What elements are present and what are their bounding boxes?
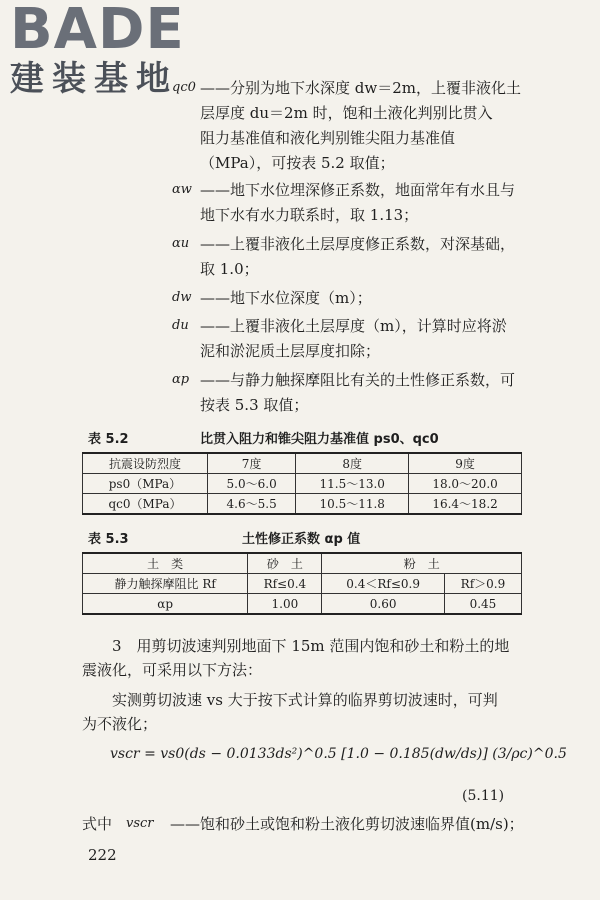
formula-number: (5.11) (462, 788, 505, 804)
def-text: ——上覆非液化土层厚度（m），计算时应将淤 泥和淤泥质土层厚度扣除； (200, 317, 507, 360)
def-symbol: αp (172, 372, 190, 387)
formula: vscr = vs0(ds − 0.0133ds²)^0.5 [1.0 − 0.185(dw/ds)] (3/ρc)^0.5 (110, 746, 567, 762)
table-cell: 4.6～5.5 (207, 494, 295, 515)
table-cell: 1.00 (248, 594, 322, 615)
def-symbol: αw (172, 182, 192, 197)
def-symbol: dw (172, 290, 192, 305)
footer-def-symbol: vscr (126, 816, 154, 831)
footer-def-prefix: 式中 (82, 815, 113, 833)
table-cell: 0.60 (322, 594, 444, 615)
table-cell: 7度 (207, 453, 295, 474)
table-cell: 18.0～20.0 (409, 474, 522, 494)
table-cell: 5.0～6.0 (207, 474, 295, 494)
table-cell: 粉 土 (322, 553, 522, 574)
table-cell: 16.4～18.2 (409, 494, 522, 515)
table-row (83, 474, 522, 494)
table-header-row (83, 453, 522, 474)
table-5-2 (82, 452, 522, 515)
table-cell: 11.5～13.0 (296, 474, 409, 494)
table-cell: 抗震设防烈度 (83, 453, 208, 474)
table-cell: 0.45 (444, 594, 521, 615)
table-cell: 静力触探摩阻比 Rf (83, 574, 248, 594)
table-cell: qc0（MPa） (83, 494, 208, 515)
def-text: ——与静力触探摩阻比有关的土性修正系数，可 按表 5.3 取值； (200, 371, 516, 414)
table-cell: Rf＞0.9 (444, 574, 521, 594)
table-cell: αp (83, 594, 248, 615)
def-symbol: qc0 (172, 80, 196, 95)
def-text: ——上覆非液化土层厚度修正系数，对深基础， 取 1.0； (200, 235, 516, 278)
table-cell: 9度 (409, 453, 522, 474)
table-cell: 8度 (296, 453, 409, 474)
table-cell: 10.5～11.8 (296, 494, 409, 515)
table-cell: ps0（MPa） (83, 474, 208, 494)
def-text: ——分别为地下水深度 dw＝2m，上覆非液化土 层厚度 du＝2m 时，饱和土液化判别比贯入 阻力基准值和液化判别锥尖阻力基准值 （MPa），可按表 5.2 取值； (200, 79, 521, 172)
table-row (83, 494, 522, 515)
def-symbol: du (172, 318, 189, 333)
logo: BADE (10, 0, 185, 62)
logo-subtitle: 建装基地 (10, 59, 178, 99)
table-row (83, 594, 522, 615)
footer-def-text: ——饱和砂土或饱和粉土液化剪切波速临界值(m/s)； (170, 815, 524, 833)
table-cell: 砂 土 (248, 553, 322, 574)
def-text: ——地下水位深度（m）； (200, 289, 372, 307)
table-label: 表 5.2 (88, 432, 129, 447)
table-row (83, 574, 522, 594)
def-text: ——地下水位埋深修正系数，地面常年有水且与 地下水有水力联系时，取 1.13； (200, 181, 516, 224)
table-cell: Rf≤0.4 (248, 574, 322, 594)
page-number: 222 (88, 846, 117, 864)
paragraph: 3 用剪切波速判别地面下 15m 范围内饱和砂土和粉土的地 震液化，可采用以下方法： (82, 637, 510, 679)
table-header-row (83, 553, 522, 574)
table-cell: 0.4＜Rf≤0.9 (322, 574, 444, 594)
paragraph: 实测剪切波速 vs 大于按下式计算的临界剪切波速时，可判 为不液化； (82, 691, 498, 733)
table-cell: 土 类 (83, 553, 248, 574)
table-5-3 (82, 552, 522, 615)
table-label: 表 5.3 (88, 532, 129, 547)
table-title: 比贯入阻力和锥尖阻力基准值 ps0、qc0 (200, 432, 439, 447)
def-symbol: αu (172, 236, 190, 251)
table-title: 土性修正系数 αp 值 (242, 532, 361, 547)
